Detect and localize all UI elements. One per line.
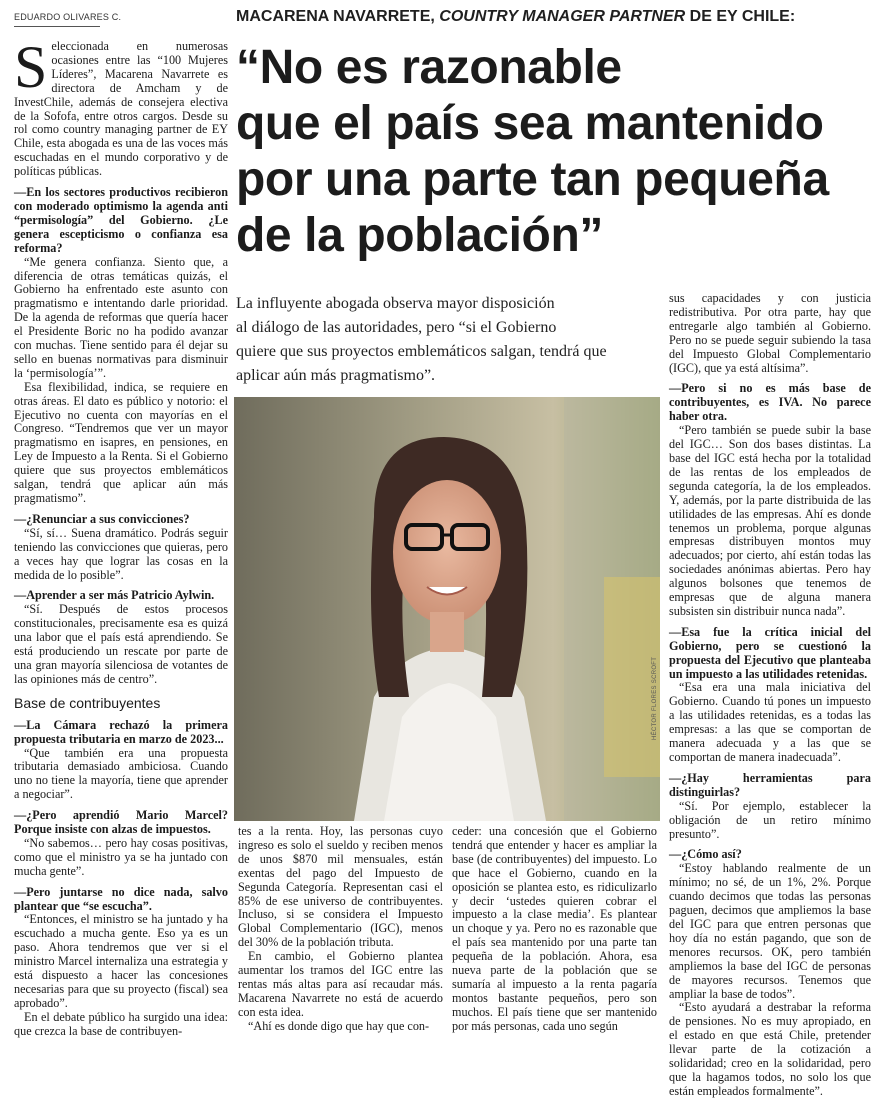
kicker-role: COUNTRY MANAGER PARTNER	[439, 8, 686, 25]
answer: “Sí, sí… Suena dramático. Podrás seguir teniendo las convicciones que quieras, pero a veces hay que lograr las cosas en la medida de lo posible”.	[14, 525, 228, 582]
section-subhead: Base de contribuyentes	[14, 694, 161, 711]
question: —¿Pero aprendió Mario Marcel? Porque insiste con alzas de impuestos.	[14, 808, 228, 837]
deck-line: al diálogo de las autoridades, pero “si el Gobierno	[236, 319, 557, 336]
column-1	[14, 34, 228, 1040]
kicker	[236, 8, 795, 26]
question: —Aprender a ser más Patricio Aylwin.	[14, 588, 215, 603]
question: —Pero si no es más base de contribuyentes, es IVA. No parece haber otra.	[669, 381, 871, 424]
answer: “Sí. Después de estos procesos constitucionales, precisamente esa es quizá una labor que el país está aprendiendo. Se está produciendo un rescate por parte de una gran mayoría silenciosa de votantes de las opiniones más de centro”.	[14, 602, 228, 686]
question: —La Cámara rechazó la primera propuesta tributaria en marzo de 2023...	[14, 717, 228, 746]
deck-line: quiere que sus proyectos emblemáticos salgan, tendrá que	[236, 343, 607, 360]
column-4	[452, 825, 657, 1045]
paragraph: Esa flexibilidad, indica, se requiere en otras áreas. El dato es público y notorio: el Ejecutivo no cuenta con mayorías en el Congreso. “Tendremos que ver un mayor pragmatismo en isapres, en pensiones, en Ley de Impuesto a la Renta. Si el Gobierno quiere que sus proyectos emblemáticos salgan, tendrá que aplicar aún más pragmatismo”.	[14, 379, 228, 505]
headline-line: que el país sea mantenido	[236, 97, 824, 150]
deck-line: La influyente abogada observa mayor disposición	[236, 295, 555, 312]
drop-cap: S	[14, 34, 48, 100]
deck	[236, 292, 646, 388]
answer: “Me genera confianza. Siento que, a diferencia de otras temáticas quizás, el Gobierno ha enfrentado este asunto con pragmatismo e intentando darle prioridad. De la agenda de reformas que quería hacer el Presidente Boric no ha podido avanzar con muchas. Tiene sentido para él dejar su sello en buenas normativas para disminuir la ‘permisología’”.	[14, 254, 228, 380]
intro-text: eleccionada en numerosas ocasiones entre las “100 Mujeres Líderes”, Macarena Navarrete es directora de Amcham y de InvestChile, además de consejera electiva de la Sofofa, entre otros cargos. Desde su rol como country managing partner de EY Chile, esta abogada es una de las voces más escuchadas en el mundo corporativo y de políticas públicas.	[14, 39, 228, 179]
headline	[236, 40, 876, 264]
answer: “Que también era una propuesta tributaria demasiado ambiciosa. Cuando uno no tiene la mayoría, tiene que aprender a negociar”.	[14, 745, 228, 802]
byline-rule	[14, 26, 100, 27]
answer: “Sí. Por ejemplo, establecer la obligación de un retiro mínimo presunto”.	[669, 798, 871, 841]
paragraph: “Ahí es donde digo que hay que con-	[248, 1018, 430, 1033]
paragraph: tes a la renta. Hoy, las personas cuyo ingreso es solo el sueldo y reciben menos de unos $870 mil mensuales, están exentas del pago del Impuesto de Segunda Categoría. Representan casi el 85% de ese universo de contribuyentes. Incluso, si se considera el Impuesto Global Complementario (IGC), menos del 30% de la población tributa.	[238, 824, 443, 950]
question: —Esa fue la crítica inicial del Gobierno, pero se cuestionó la propuesta del Ejecutivo que planteaba un impuesto a las utilidades retenidas.	[669, 624, 871, 681]
answer: “Esa era una mala iniciativa del Gobierno. Cuando tú pones un impuesto a las utilidades retenidas, es a todas las empresas: a las que se comportan de manera adecuada y a las que se comportan de manera inadecuada”.	[669, 680, 871, 764]
question: —¿Cómo así?	[669, 847, 742, 862]
headline-line: “No es razonable	[236, 41, 622, 94]
answer: “Entonces, el ministro se ha juntado y ha escuchado a mucha gente. Eso ya es un paso. Ahora tendremos que ver si el ministro Marcel internaliza una estrategia y está dispuesto a hacer las concesiones necesarias para que su proyecto (fiscal) sea aprobado”.	[14, 912, 228, 1010]
headline-line: por una parte tan pequeña	[236, 153, 829, 206]
paragraph: “Esto ayudará a destrabar la reforma de pensiones. No es muy apropiado, en el estado en que está Chile, pretender llevar parte de la cotización a solidaridad; creo en la solidaridad, pero que la hagamos todos, no solo los que están empleados formalmente”.	[669, 1000, 871, 1098]
question: —¿Renunciar a sus convicciones?	[14, 511, 190, 526]
question: —En los sectores productivos recibieron con moderado optimismo la agenda anti “permisología” del Gobierno. ¿Le genera escepticismo o confianza esa reforma?	[14, 185, 228, 255]
answer: “No sabemos… pero hay cosas positivas, como que el ministro ya se ha juntado con mucha gente”.	[14, 835, 228, 878]
paragraph: ceder: una concesión que el Gobierno tendrá que entender y hacer es ampliar la base (de contribuyentes) del impuesto. Lo que hace el Gobierno, cuando en la oposición se plantea esto, es ridiculizarlo y decir ‘ustedes quieren cobrar el impuesto a la clase media’. Es plantear un choque y ya. Pero no es razonable que el país sea mantenido por una parte tan pequeña de la población. Ahora, esa nueva parte de la población que se sumaría al impuesto a la renta pagaría montos bastante pequeños, pero son muchos. El país tiene que ser mantenido por más personas, cada uno según	[452, 824, 657, 1033]
answer: “Pero también se puede subir la base del IGC… Son dos bases distintas. La base del IGC está hecha por la totalidad de las rentas de los empleados de segunda categoría, la de los empleados. Y, además, por la parte distribuida de las utilidades de las empresas. Ahí es donde tenemos un problema, porque algunas empresas distribuyen montos muy adecuados; por cierto, ahí están todas las sociedades anónimas abiertas. Pero hay algunos bolsones que tenemos de empresas que de alguna manera subsisten sin distribuir nunca nada”.	[669, 423, 871, 618]
paragraph: sus capacidades y con justicia redistributiva. Por otra parte, hay que entregarle algo también al Gobierno. Pero no se puede seguir subiendo la tasa del Impuesto Global Complementario (IGC), que ya está altísima”.	[669, 291, 871, 375]
paragraph: En cambio, el Gobierno plantea aumentar los tramos del IGC entre las rentas más altas para así recaudar más. Macarena Navarrete no está de acuerdo con esta idea.	[238, 949, 443, 1019]
byline: EDUARDO OLIVARES C.	[14, 12, 122, 22]
photo-credit: HÉCTOR FLORES SCROFT	[652, 656, 658, 740]
headline-line: de la población”	[236, 209, 603, 262]
question: —Pero juntarse no dice nada, salvo plantear que “se escucha”.	[14, 884, 228, 913]
portrait-image	[234, 397, 660, 821]
paragraph: En el debate público ha surgido una idea: que crezca la base de contribuyen-	[14, 1009, 228, 1038]
intro-paragraph	[14, 34, 228, 179]
deck-line: aplicar aún más pragmatismo”.	[236, 367, 436, 384]
portrait-photo	[234, 397, 660, 821]
answer: “Estoy hablando realmente de un mínimo; no sé, de un 1%, 2%. Porque cuando decimos que todas las personas paguen, decimos que ampliemos la base del IGC para que entren personas que hoy día no están pagando, que son de menores recursos. OK, pero también ampliemos la base del IGC de personas de mayores recursos. Tenemos que ampliar la base de todos”.	[669, 861, 871, 1001]
question: —¿Hay herramientas para distinguirlas?	[669, 770, 871, 799]
kicker-org: DE EY CHILE:	[685, 8, 796, 25]
column-right	[669, 291, 871, 1098]
kicker-name: MACARENA NAVARRETE,	[236, 8, 440, 25]
column-3	[238, 825, 443, 1045]
